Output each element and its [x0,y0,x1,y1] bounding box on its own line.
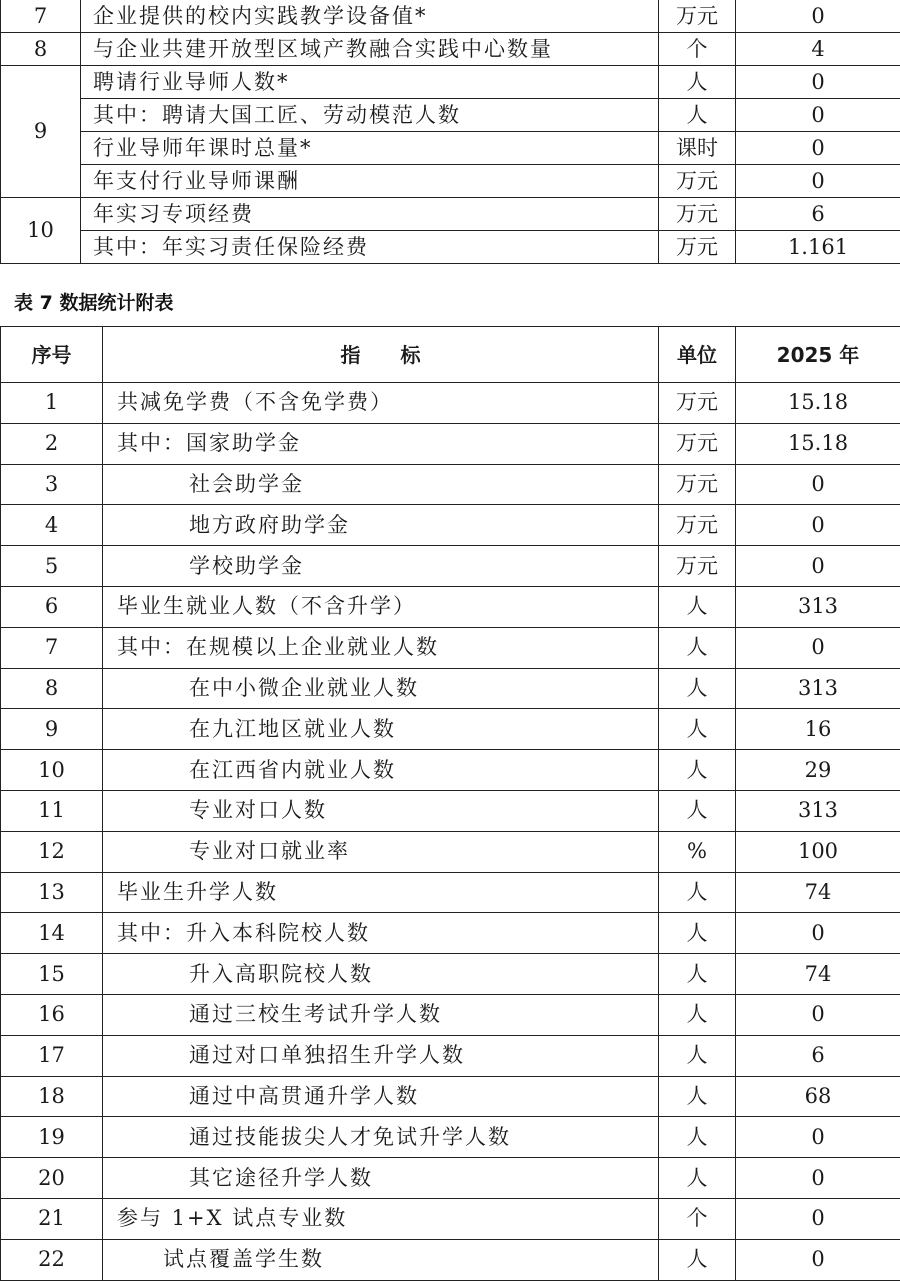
row-number: 5 [1,546,103,587]
row-indicator: 年支付行业导师课酬 [81,165,659,198]
table-row [1,231,900,264]
row-value: 0 [736,165,900,198]
row-value: 6 [736,1035,900,1076]
row-unit: 万元 [659,231,736,264]
table-row [1,423,900,464]
row-unit: 课时 [659,132,736,165]
row-indicator: 在九江地区就业人数 [103,709,659,750]
row-unit: 人 [659,1076,736,1117]
row-unit: 万元 [659,505,736,546]
row-indicator: 其中：聘请大国工匠、劳动模范人数 [81,99,659,132]
row-number: 16 [1,994,103,1035]
row-unit: 个 [659,33,736,66]
table-row [1,872,900,913]
row-unit: 人 [659,99,736,132]
row-number: 22 [1,1239,103,1280]
table-row [1,132,900,165]
table-row [1,790,900,831]
row-value: 0 [736,0,900,33]
row-value: 0 [736,464,900,505]
row-number: 8 [1,33,81,66]
row-number: 9 [1,709,103,750]
row-value: 4 [736,33,900,66]
row-indicator: 企业提供的校内实践教学设备值* [81,0,659,33]
table-row [1,99,900,132]
row-unit: 人 [659,1035,736,1076]
table-row [1,668,900,709]
table-row [1,66,900,99]
row-indicator: 通过三校生考试升学人数 [103,994,659,1035]
row-indicator: 其中：升入本科院校人数 [103,913,659,954]
row-indicator: 在江西省内就业人数 [103,750,659,791]
row-unit: 人 [659,954,736,995]
row-value: 0 [736,913,900,954]
table-row [1,709,900,750]
row-indicator: 升入高职院校人数 [103,954,659,995]
row-value: 15.18 [736,423,900,464]
row-value: 0 [736,994,900,1035]
table-caption: 表 7 数据统计附表 [14,288,173,315]
table-row [1,1035,900,1076]
table-row [1,1158,900,1199]
row-unit: 人 [659,1158,736,1199]
row-indicator: 年实习专项经费 [81,198,659,231]
row-number: 10 [1,198,81,264]
row-value: 0 [736,505,900,546]
row-unit: 人 [659,668,736,709]
row-number: 21 [1,1198,103,1239]
row-number: 18 [1,1076,103,1117]
table6-continued [0,0,900,264]
row-value: 1.161 [736,231,900,264]
row-indicator: 学校助学金 [103,546,659,587]
table-row [1,994,900,1035]
table-row [1,1239,900,1280]
table-row [1,1117,900,1158]
table-row [1,165,900,198]
row-value: 0 [736,1239,900,1280]
row-indicator: 其中：在规模以上企业就业人数 [103,627,659,668]
row-value: 74 [736,872,900,913]
table-row [1,586,900,627]
row-number: 15 [1,954,103,995]
row-indicator: 其中：年实习责任保险经费 [81,231,659,264]
row-indicator: 行业导师年课时总量* [81,132,659,165]
row-indicator: 专业对口人数 [103,790,659,831]
row-unit: 人 [659,872,736,913]
row-number: 9 [1,66,81,198]
row-unit: 人 [659,994,736,1035]
row-indicator: 地方政府助学金 [103,505,659,546]
row-unit: 人 [659,627,736,668]
row-value: 74 [736,954,900,995]
header-unit: 单位 [659,327,736,383]
row-value: 16 [736,709,900,750]
row-number: 4 [1,505,103,546]
row-number: 13 [1,872,103,913]
row-unit: 人 [659,750,736,791]
table-row [1,198,900,231]
row-unit: 万元 [659,0,736,33]
row-unit: 人 [659,790,736,831]
row-indicator: 社会助学金 [103,464,659,505]
row-unit: 万元 [659,165,736,198]
row-value: 0 [736,66,900,99]
row-value: 0 [736,627,900,668]
row-value: 313 [736,668,900,709]
table-row [1,464,900,505]
row-unit: 人 [659,709,736,750]
row-unit: 人 [659,1239,736,1280]
row-value: 313 [736,586,900,627]
row-indicator: 在中小微企业就业人数 [103,668,659,709]
row-number: 7 [1,0,81,33]
row-number: 20 [1,1158,103,1199]
header-indicator: 指 标 [103,327,659,383]
header-year: 2025 年 [736,327,900,383]
table-row [1,750,900,791]
row-value: 0 [736,132,900,165]
row-number: 8 [1,668,103,709]
table7-data-statistics [0,326,900,1281]
row-indicator: 参与 1+X 试点专业数 [103,1198,659,1239]
table-row [1,0,900,33]
row-indicator: 通过对口单独招生升学人数 [103,1035,659,1076]
table-row [1,954,900,995]
row-number: 7 [1,627,103,668]
row-indicator: 通过中高贯通升学人数 [103,1076,659,1117]
row-number: 6 [1,586,103,627]
row-indicator: 其它途径升学人数 [103,1158,659,1199]
table-row [1,546,900,587]
row-value: 68 [736,1076,900,1117]
row-unit: 万元 [659,546,736,587]
row-number: 17 [1,1035,103,1076]
row-number: 19 [1,1117,103,1158]
table-row [1,1076,900,1117]
row-value: 6 [736,198,900,231]
row-number: 2 [1,423,103,464]
row-indicator: 毕业生升学人数 [103,872,659,913]
row-indicator: 专业对口就业率 [103,831,659,872]
row-unit: 人 [659,1117,736,1158]
row-indicator: 与企业共建开放型区域产教融合实践中心数量 [81,33,659,66]
row-number: 1 [1,383,103,424]
row-indicator: 聘请行业导师人数* [81,66,659,99]
row-number: 12 [1,831,103,872]
row-number: 11 [1,790,103,831]
row-indicator: 其中：国家助学金 [103,423,659,464]
row-indicator: 毕业生就业人数（不含升学） [103,586,659,627]
row-value: 0 [736,1158,900,1199]
table-row [1,627,900,668]
row-value: 29 [736,750,900,791]
row-number: 10 [1,750,103,791]
table-header-row [1,327,900,383]
row-value: 0 [736,1198,900,1239]
row-value: 313 [736,790,900,831]
row-value: 100 [736,831,900,872]
row-indicator: 通过技能拔尖人才免试升学人数 [103,1117,659,1158]
table-row [1,505,900,546]
row-unit: 万元 [659,464,736,505]
row-unit: 人 [659,586,736,627]
row-number: 14 [1,913,103,954]
table-row [1,831,900,872]
table-row [1,33,900,66]
row-value: 0 [736,546,900,587]
row-indicator: 共减免学费（不含免学费） [103,383,659,424]
row-unit: 人 [659,913,736,954]
row-indicator: 试点覆盖学生数 [103,1239,659,1280]
row-unit: 人 [659,66,736,99]
table-row [1,383,900,424]
row-number: 3 [1,464,103,505]
table-row [1,1198,900,1239]
header-number: 序号 [1,327,103,383]
row-unit: % [659,831,736,872]
row-unit: 万元 [659,383,736,424]
row-unit: 万元 [659,423,736,464]
row-value: 0 [736,99,900,132]
row-value: 15.18 [736,383,900,424]
row-unit: 万元 [659,198,736,231]
row-unit: 个 [659,1198,736,1239]
row-value: 0 [736,1117,900,1158]
table-row [1,913,900,954]
